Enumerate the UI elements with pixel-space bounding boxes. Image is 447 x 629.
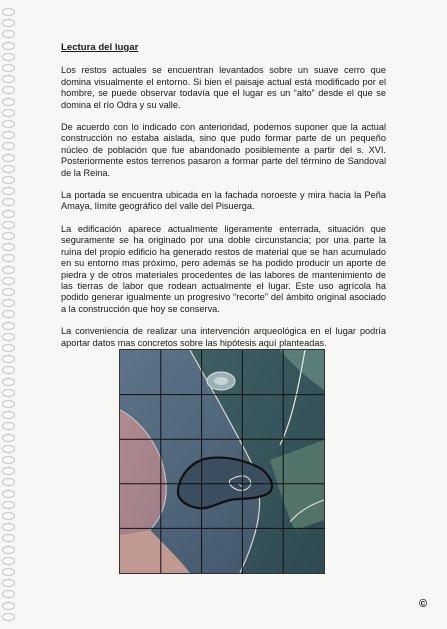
- paragraph: Los restos actuales se encuentran levantados sobre un suave cerro que domina visualmente el entorno. Si bien el paisaje actual está modificado por el hombre, se puede observar todavía que el lugar es un “alto” desde el que se domina el río Odra y su valle.: [61, 65, 386, 110]
- binding-ring: [2, 198, 15, 206]
- binding-ring: [2, 19, 15, 27]
- binding-ring: [2, 490, 15, 498]
- binding-ring: [2, 456, 15, 464]
- aerial-photo-grid: [119, 349, 325, 574]
- binding-ring: [2, 434, 15, 442]
- binding-ring: [2, 266, 15, 274]
- binding-ring: [2, 277, 15, 285]
- binding-ring: [2, 243, 15, 251]
- binding-ring: [2, 411, 15, 419]
- spiral-binding: [0, 0, 22, 629]
- section-title: Lectura del lugar: [61, 42, 139, 53]
- binding-ring: [2, 310, 15, 318]
- binding-ring: [2, 53, 15, 61]
- binding-ring: [2, 142, 15, 150]
- paragraph: La edificación aparece actualmente ligeramente enterrada, situación que seguramente se ha originado por una doble circunstancia; por una parte la ruina del propio edificio ha generado restos de material que se han acumulado en su entorno mas próximo, pero además se ha podido producir un aporte de piedra y de otros materiales procedentes de las labores de mantenimiento de las tierras de labor que rodean actualmente el lugar. Este uso agrícola ha podido generar igualmente un progresivo “recorte” del ámbito original asociado a la construcción que hoy se conserva.: [61, 223, 386, 314]
- binding-ring: [2, 389, 15, 397]
- binding-ring: [2, 613, 15, 621]
- document-body: [61, 42, 386, 360]
- binding-ring: [2, 221, 15, 229]
- binding-ring: [2, 187, 15, 195]
- binding-ring: [2, 534, 15, 542]
- binding-ring: [2, 154, 15, 162]
- binding-ring: [2, 546, 15, 554]
- binding-ring: [2, 355, 15, 363]
- binding-ring: [2, 467, 15, 475]
- binding-ring: [2, 165, 15, 173]
- binding-ring: [2, 590, 15, 598]
- binding-ring: [2, 557, 15, 565]
- binding-ring: [2, 176, 15, 184]
- binding-ring: [2, 523, 15, 531]
- binding-ring: [2, 501, 15, 509]
- binding-ring: [2, 288, 15, 296]
- binding-ring: [2, 86, 15, 94]
- binding-ring: [2, 322, 15, 330]
- binding-ring: [2, 579, 15, 587]
- binding-ring: [2, 30, 15, 38]
- paragraph: La conveniencia de realizar una intervención arqueológica en el lugar podría aportar datos mas concretos sobre las hipótesis aquí planteadas.: [61, 326, 386, 348]
- binding-ring: [2, 478, 15, 486]
- binding-ring: [2, 64, 15, 72]
- copyright-mark: ©: [419, 598, 428, 610]
- paragraph: La portada se encuentra ubicada en la fachada noroeste y mira hacia la Peña Amaya, límite geográfico del valle del Pisuerga.: [61, 190, 386, 212]
- binding-ring: [2, 109, 15, 117]
- binding-ring: [2, 366, 15, 374]
- binding-ring: [2, 445, 15, 453]
- binding-ring: [2, 98, 15, 106]
- binding-ring: [2, 422, 15, 430]
- binding-ring: [2, 400, 15, 408]
- binding-ring: [2, 344, 15, 352]
- binding-ring: [2, 333, 15, 341]
- aerial-photo: [120, 350, 324, 573]
- binding-ring: [2, 42, 15, 50]
- binding-ring: [2, 299, 15, 307]
- binding-ring: [2, 378, 15, 386]
- binding-ring: [2, 602, 15, 610]
- binding-ring: [2, 512, 15, 520]
- binding-ring: [2, 254, 15, 262]
- binding-ring: [2, 568, 15, 576]
- paragraph: De acuerdo con lo indicado con anterioridad, podemos suponer que la actual construcción no estaba aislada, sino que pudo formar parte de un pequeño núcleo de población que fue abandonado posiblemente a partir del s. XVI. Posteriormente estos terrenos pasaron a formar parte del término de Sandoval de la Reina.: [61, 122, 386, 178]
- binding-ring: [2, 120, 15, 128]
- binding-ring: [2, 75, 15, 83]
- binding-ring: [2, 131, 15, 139]
- binding-ring: [2, 8, 15, 16]
- binding-ring: [2, 210, 15, 218]
- binding-ring: [2, 232, 15, 240]
